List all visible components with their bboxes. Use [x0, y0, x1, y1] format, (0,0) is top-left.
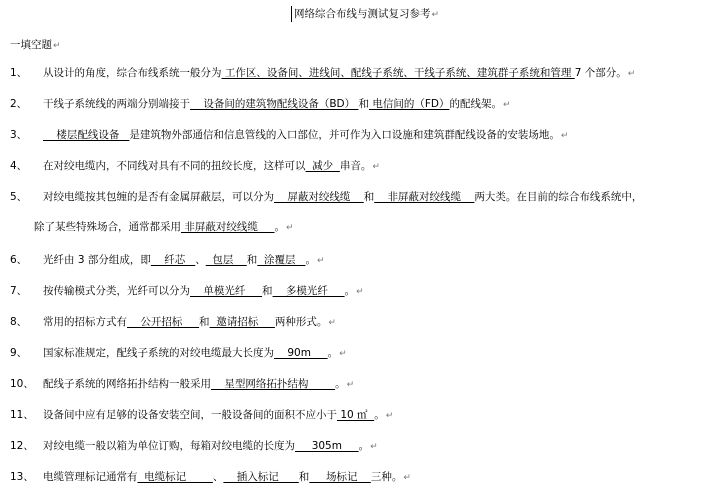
item-text: 。: [344, 285, 356, 297]
item-text: 。: [274, 221, 286, 233]
paragraph-mark-icon: ↵: [346, 380, 355, 390]
paragraph-mark-icon: ↵: [372, 162, 380, 172]
question-line: [10, 66, 635, 81]
answer-blank: 涂覆层: [257, 254, 306, 266]
item-text: 对绞电缆一般以箱为单位订购，每箱对绞电缆的长度为: [43, 440, 295, 452]
item-text: 。: [327, 347, 339, 359]
item-text: 对绞电缆按其包缠的是否有金属屏蔽层，可以分为: [43, 191, 274, 203]
question-line: [10, 408, 393, 423]
item-text: 国家标准规定，配线子系统的对绞电缆最大长度为: [43, 347, 274, 359]
item-text: 。: [358, 440, 370, 452]
answer-blank: 非屏蔽对绞线缆: [181, 221, 275, 233]
item-text: 三种。: [370, 471, 403, 483]
item-text: 的配线架。: [449, 98, 502, 110]
item-text: 设备间中应有足够的设备安装空间，一般设备间的面积不应小于: [43, 409, 337, 421]
item-text: 。: [335, 378, 346, 390]
question-line: [10, 253, 325, 268]
item-connector: 和: [298, 471, 310, 483]
answer-blank: 10 ㎡: [337, 409, 375, 421]
answer-blank: 场标记: [309, 471, 371, 483]
paragraph-mark-icon: ↵: [356, 287, 364, 297]
item-number: 1、: [10, 67, 28, 79]
paragraph-mark-icon: ↵: [385, 411, 394, 421]
answer-blank: 多模光纤: [272, 285, 345, 297]
item-connector: 和: [199, 316, 210, 328]
paragraph-mark-icon: ↵: [627, 69, 636, 79]
item-number: 5、: [10, 191, 28, 203]
item-text: 从设计的角度，综合布线系统一般分为: [43, 67, 222, 79]
item-number: 6、: [10, 254, 28, 266]
paragraph-mark-icon: ↵: [403, 473, 411, 483]
item-text: 配线子系统的网络拓扑结构一般采用: [43, 378, 211, 390]
answer-blank: 305m: [295, 440, 359, 452]
item-text: 光纤由 3 部分组成，即: [43, 254, 151, 266]
question-line: [10, 470, 411, 485]
item-number: 12、: [10, 440, 34, 452]
answer-blank: 公开招标: [127, 316, 200, 328]
answer-blank: 星型网络拓扑结构: [211, 378, 336, 390]
item-text: 。: [374, 409, 385, 421]
item-text: 。: [305, 254, 316, 266]
item-number: 9、: [10, 347, 28, 359]
paragraph-mark-icon: ↵: [53, 41, 61, 51]
item-connector: 和: [363, 191, 375, 203]
question-line: [10, 315, 336, 330]
question-line: [10, 377, 354, 392]
item-number: 3、: [10, 129, 28, 141]
item-connector: 、: [212, 471, 224, 483]
paragraph-mark-icon: ↵: [560, 131, 569, 141]
item-text: 是建筑物外部通信和信息管线的入口部位，并可作为入口设施和建筑群配线设备的安装场地。: [129, 129, 560, 141]
answer-blank: 设备间的建筑物配线设备（BD）: [190, 98, 359, 110]
paragraph-mark-icon: ↵: [339, 349, 347, 359]
document-title: 网络综合布线与测试复习参考↵: [291, 6, 439, 22]
item-number: 4、: [10, 160, 28, 172]
item-connector: 和: [358, 98, 369, 110]
item-number: 7、: [10, 285, 28, 297]
item-connector: 和: [246, 254, 258, 266]
item-text: 7 个部分。: [574, 67, 627, 79]
paragraph-mark-icon: ↵: [316, 256, 325, 266]
paragraph-mark-icon: ↵: [502, 100, 511, 110]
item-text: 常用的招标方式有: [43, 316, 127, 328]
question-line: [10, 346, 347, 361]
item-connector: 和: [262, 285, 273, 297]
item-text: 在对绞电缆内，不同线对具有不同的扭绞长度，这样可以: [43, 160, 306, 172]
answer-blank: 减少: [305, 160, 340, 172]
question-line: [10, 439, 378, 454]
answer-blank: 单模光纤: [190, 285, 263, 297]
answer-blank: 插入标记: [223, 471, 299, 483]
answer-blank: 工作区、设备间、进线间、配线子系统、干线子系统、建筑群子系统和管理: [221, 67, 575, 79]
answer-blank: 屏蔽对绞线缆: [274, 191, 364, 203]
paragraph-mark-icon: ↵: [431, 10, 440, 20]
answer-blank: 电缆标记: [137, 471, 213, 483]
item-text: 两大类。在目前的综合布线系统中，: [474, 191, 643, 203]
item-number: 13、: [10, 471, 34, 483]
item-number: 10、: [10, 378, 34, 390]
item-text: 按传输模式分类，光纤可以分为: [43, 285, 190, 297]
question-line: [10, 284, 364, 299]
paragraph-mark-icon: ↵: [370, 442, 378, 452]
answer-blank: 纤芯: [150, 254, 196, 266]
item-text: 电缆管理标记通常有: [43, 471, 138, 483]
item-number: 2、: [10, 98, 28, 110]
question-line: [10, 128, 568, 143]
question-line: [10, 97, 511, 112]
answer-blank: 包层: [205, 254, 247, 266]
answer-blank: 电信间的（FD）: [368, 98, 450, 110]
answer-blank: 楼层配线设备: [43, 129, 130, 141]
answer-blank: 90m: [274, 347, 328, 359]
section-heading: 一填空题↵: [10, 39, 61, 51]
answer-blank: 邀请招标: [209, 316, 275, 328]
item-connector: 、: [195, 254, 206, 266]
question-line: [10, 159, 380, 174]
item-text: 两种形式。: [274, 316, 328, 328]
item-number: 11、: [10, 409, 34, 421]
question-line: [10, 190, 642, 204]
item-text: 串音。: [339, 160, 372, 172]
question-line: [34, 220, 294, 235]
paragraph-mark-icon: ↵: [286, 223, 294, 233]
answer-blank: 非屏蔽对绞线缆: [374, 191, 475, 203]
item-text: 除了某些特殊场合，通常都采用: [34, 221, 181, 233]
item-text: 干线子系统线的两端分别端接于: [43, 98, 190, 110]
paragraph-mark-icon: ↵: [328, 318, 336, 328]
item-number: 8、: [10, 316, 28, 328]
